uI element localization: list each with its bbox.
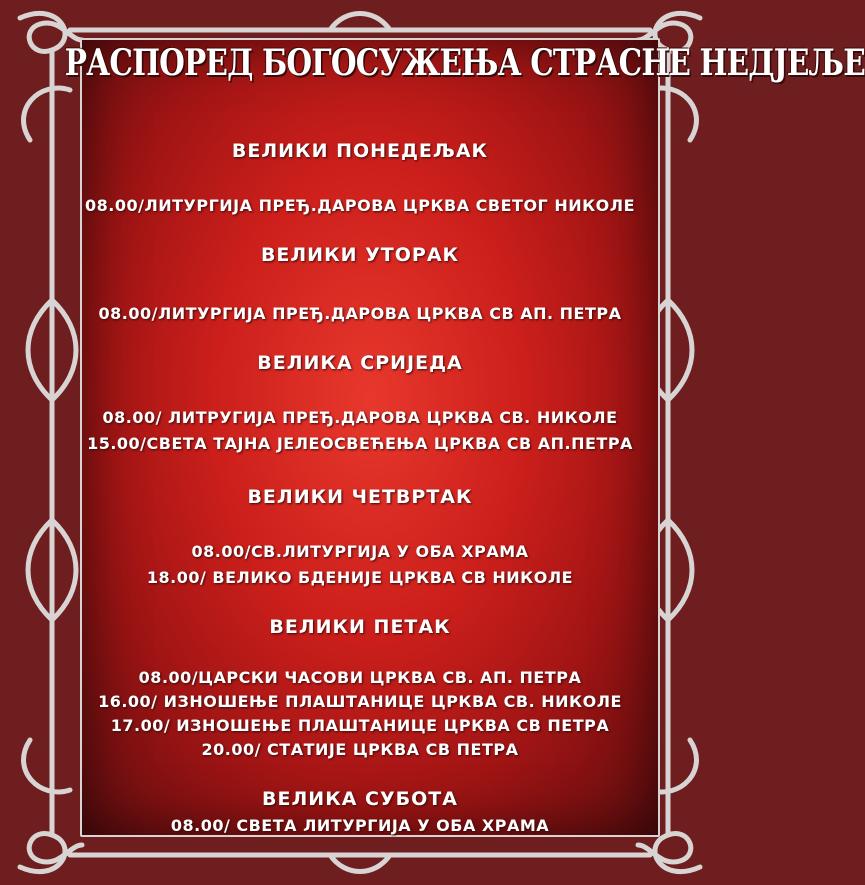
- schedule-line: 16.00/ ИЗНОШЕЊЕ ПЛАШТАНИЦЕ ЦРКВА СВ. НИКОЛЕ: [98, 692, 622, 711]
- schedule-line: 08.00/ ЛИТРУГИЈА ПРЕЂ.ДАРОВА ЦРКВА СВ. НИКОЛЕ: [102, 408, 618, 427]
- day-heading-friday: ВЕЛИКИ ПЕТАК: [269, 616, 451, 638]
- day-heading-monday: ВЕЛИКИ ПОНЕДЕЉАК: [231, 140, 489, 162]
- day-heading-wednesday: ВЕЛИКА СРИЈЕДА: [257, 352, 463, 374]
- day-heading-tuesday: ВЕЛИКИ УТОРАК: [260, 244, 460, 266]
- schedule-line: 18.00/ ВЕЛИКО БДЕНИЈЕ ЦРКВА СВ НИКОЛЕ: [146, 568, 574, 587]
- schedule-line: 17.00/ ИЗНОШЕЊЕ ПЛАШТАНИЦЕ ЦРКВА СВ ПЕТРА: [110, 716, 610, 735]
- day-heading-saturday: ВЕЛИКА СУБОТА: [262, 788, 458, 810]
- schedule-line: 08.00/СВ.ЛИТУРГИЈА У ОБА ХРАМА: [191, 542, 529, 561]
- schedule-line: 08.00/ЦАРСКИ ЧАСОВИ ЦРКВА СВ. АП. ПЕТРА: [138, 668, 582, 687]
- schedule-line: 08.00/ЛИТУРГИЈА ПРЕЂ.ДАРОВА ЦРКВА СВЕТОГ НИКОЛЕ: [84, 196, 635, 215]
- day-heading-thursday: ВЕЛИКИ ЧЕТВРТАК: [247, 486, 473, 508]
- schedule-line: 08.00/ СВЕТА ЛИТУРГИЈА У ОБА ХРАМА: [170, 816, 550, 835]
- page-title: РАСПОРЕД БОГОСУЖЕЊА СТРАСНЕ НЕДЈЕЉЕ: [64, 42, 865, 84]
- schedule-line: 08.00/ЛИТУРГИЈА ПРЕЂ.ДАРОВА ЦРКВА СВ АП. ПЕТРА: [98, 304, 622, 323]
- schedule-line: 15.00/СВЕТА ТАЈНА ЈЕЛЕОСВЕЋЕЊА ЦРКВА СВ АП.ПЕТРА: [87, 434, 633, 453]
- schedule-line: 20.00/ СТАТИЈЕ ЦРКВА СВ ПЕТРА: [201, 740, 519, 759]
